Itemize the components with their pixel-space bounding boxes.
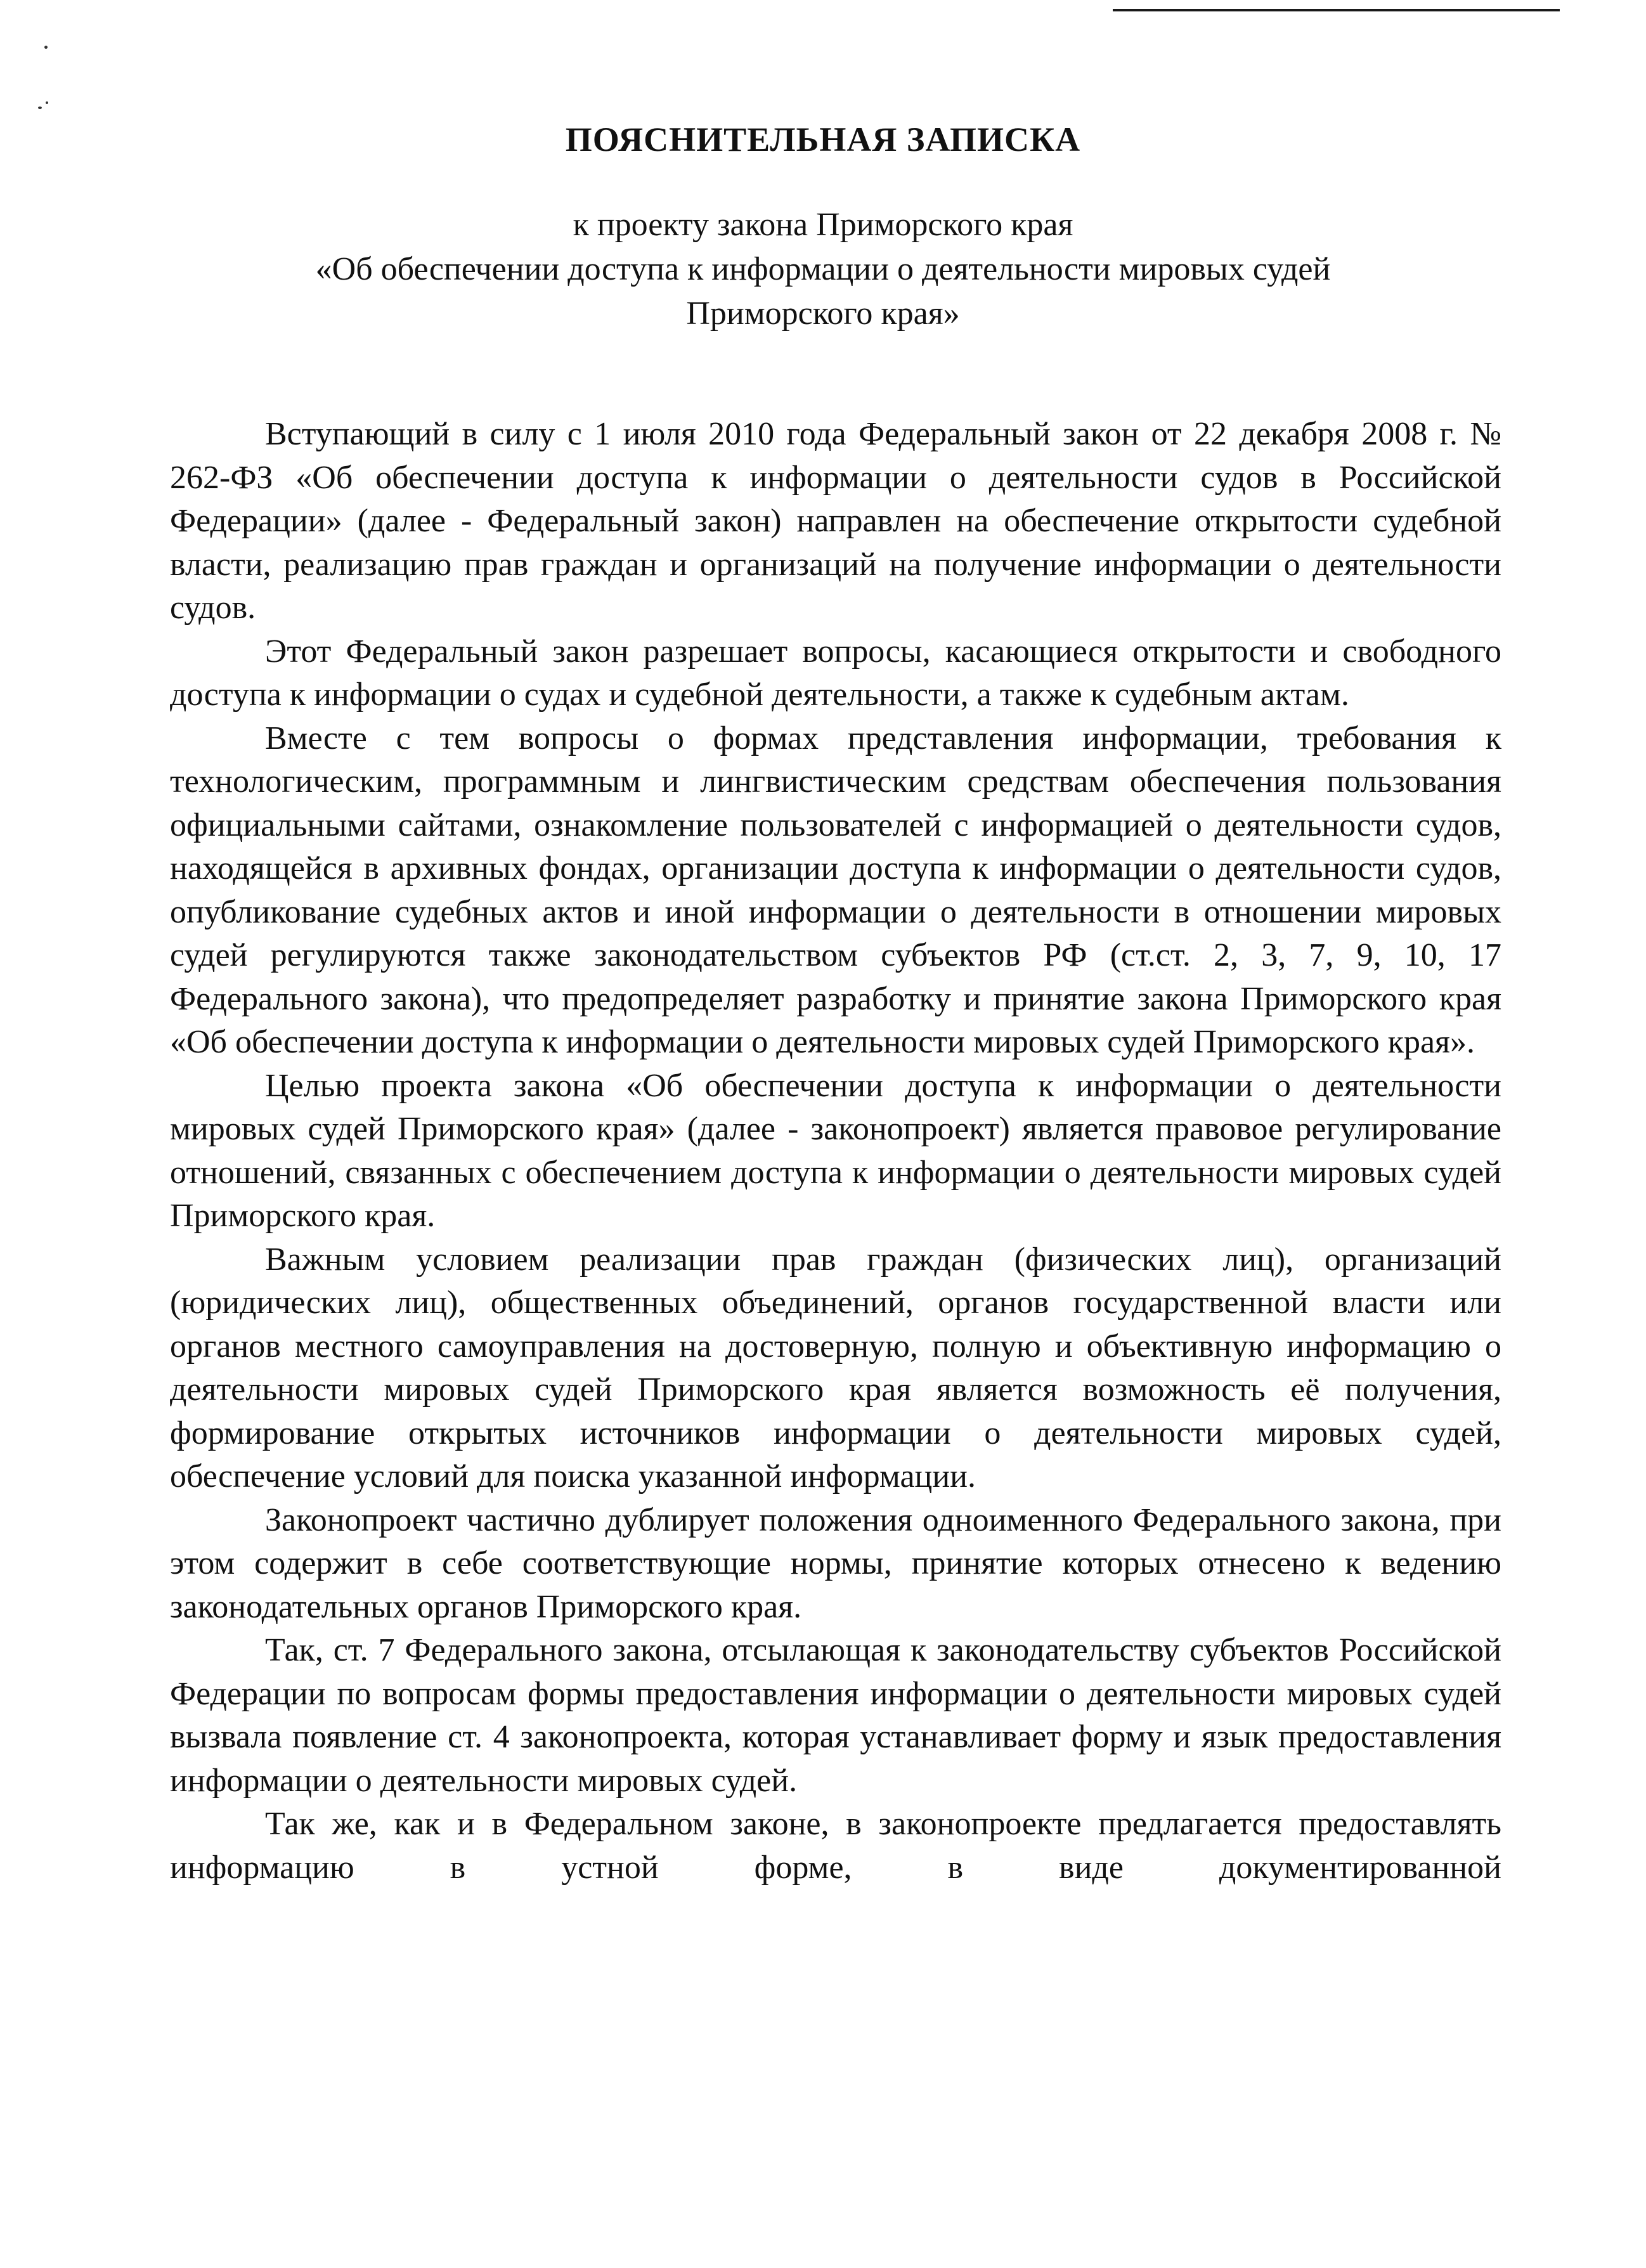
paragraph: Так же, как и в Федеральном законе, в законопроекте предлагается предоставлять информацию в устной форме, в виде документированной (170, 1806, 1501, 1886)
paragraph: Так, ст. 7 Федерального закона, отсылающая к законодательству субъектов Российской Федерации по вопросам формы предоставления информации о деятельности мировых судей вызвала появление ст. 4 законопроекта, которая устанавливает форму и язык предоставления информации о деятельности мировых судей. (170, 1632, 1501, 1799)
document-body (170, 413, 1501, 1889)
subtitle-line: Приморского края» (686, 295, 960, 332)
scan-speck (38, 107, 42, 109)
paragraph: Вместе с тем вопросы о формах представления информации, требования к технологическим, программным и лингвистическим средствам обеспечения пользования официальными сайтами, ознакомление пользователей с информацией о деятельности судов, находящейся в архивных фондах, организации доступа к информации о деятельности судов, опубликование судебных актов и иной информации о деятельности в отношении мировых судей регулируются также законодательством субъектов РФ (ст.ст. 2, 3, 7, 9, 10, 17 Федерального закона), что предопределяет разработку и принятие закона Приморского края «Об обеспечении доступа к информации о деятельности мировых судей Приморского края». (170, 720, 1501, 1060)
subtitle-line: к проекту закона Приморского края (573, 207, 1073, 243)
paragraph: Законопроект частично дублирует положения одноименного Федерального закона, при этом содержит в себе соответствующие нормы, принятие которых отнесено к ведению законодательных органов Приморского края. (170, 1501, 1501, 1625)
paragraph: Этот Федеральный закон разрешает вопросы, касающиеся открытости и свободного доступа к информации о судах и судебной деятельности, а также к судебным актам. (170, 633, 1501, 713)
document-title: ПОЯСНИТЕЛЬНАЯ ЗАПИСКА (565, 120, 1081, 159)
top-scan-rule (1113, 9, 1560, 11)
paragraph: Важным условием реализации прав граждан (физических лиц), организаций (юридических лиц), общественных объединений, органов государственной власти или органов местного самоуправления на достоверную, полную и объективную информацию о деятельности мировых судей Приморского края является возможность её получения, формирование открытых источников информации о деятельности мировых судей, обеспечение условий для поиска указанной информации. (170, 1241, 1501, 1494)
scan-speck (46, 101, 48, 104)
paragraph: Вступающий в силу с 1 июля 2010 года Федеральный закон от 22 декабря 2008 г. № 262-ФЗ «Об обеспечении доступа к информации о деятельности судов в Российской Федерации» (далее - Федеральный закон) направлен на обеспечение открытости судебной власти, реализацию прав граждан и организаций на получение информации о деятельности судов. (170, 416, 1501, 626)
scan-speck (44, 46, 48, 49)
subtitle-line: «Об обеспечении доступа к информации о деятельности мировых судей (315, 251, 1331, 287)
document-subtitle (0, 203, 1646, 336)
paragraph: Целью проекта закона «Об обеспечении доступа к информации о деятельности мировых судей Приморского края» (далее - законопроект) является правовое регулирование отношений, связанных с обеспечением доступа к информации о деятельности мировых судей Приморского края. (170, 1067, 1501, 1234)
